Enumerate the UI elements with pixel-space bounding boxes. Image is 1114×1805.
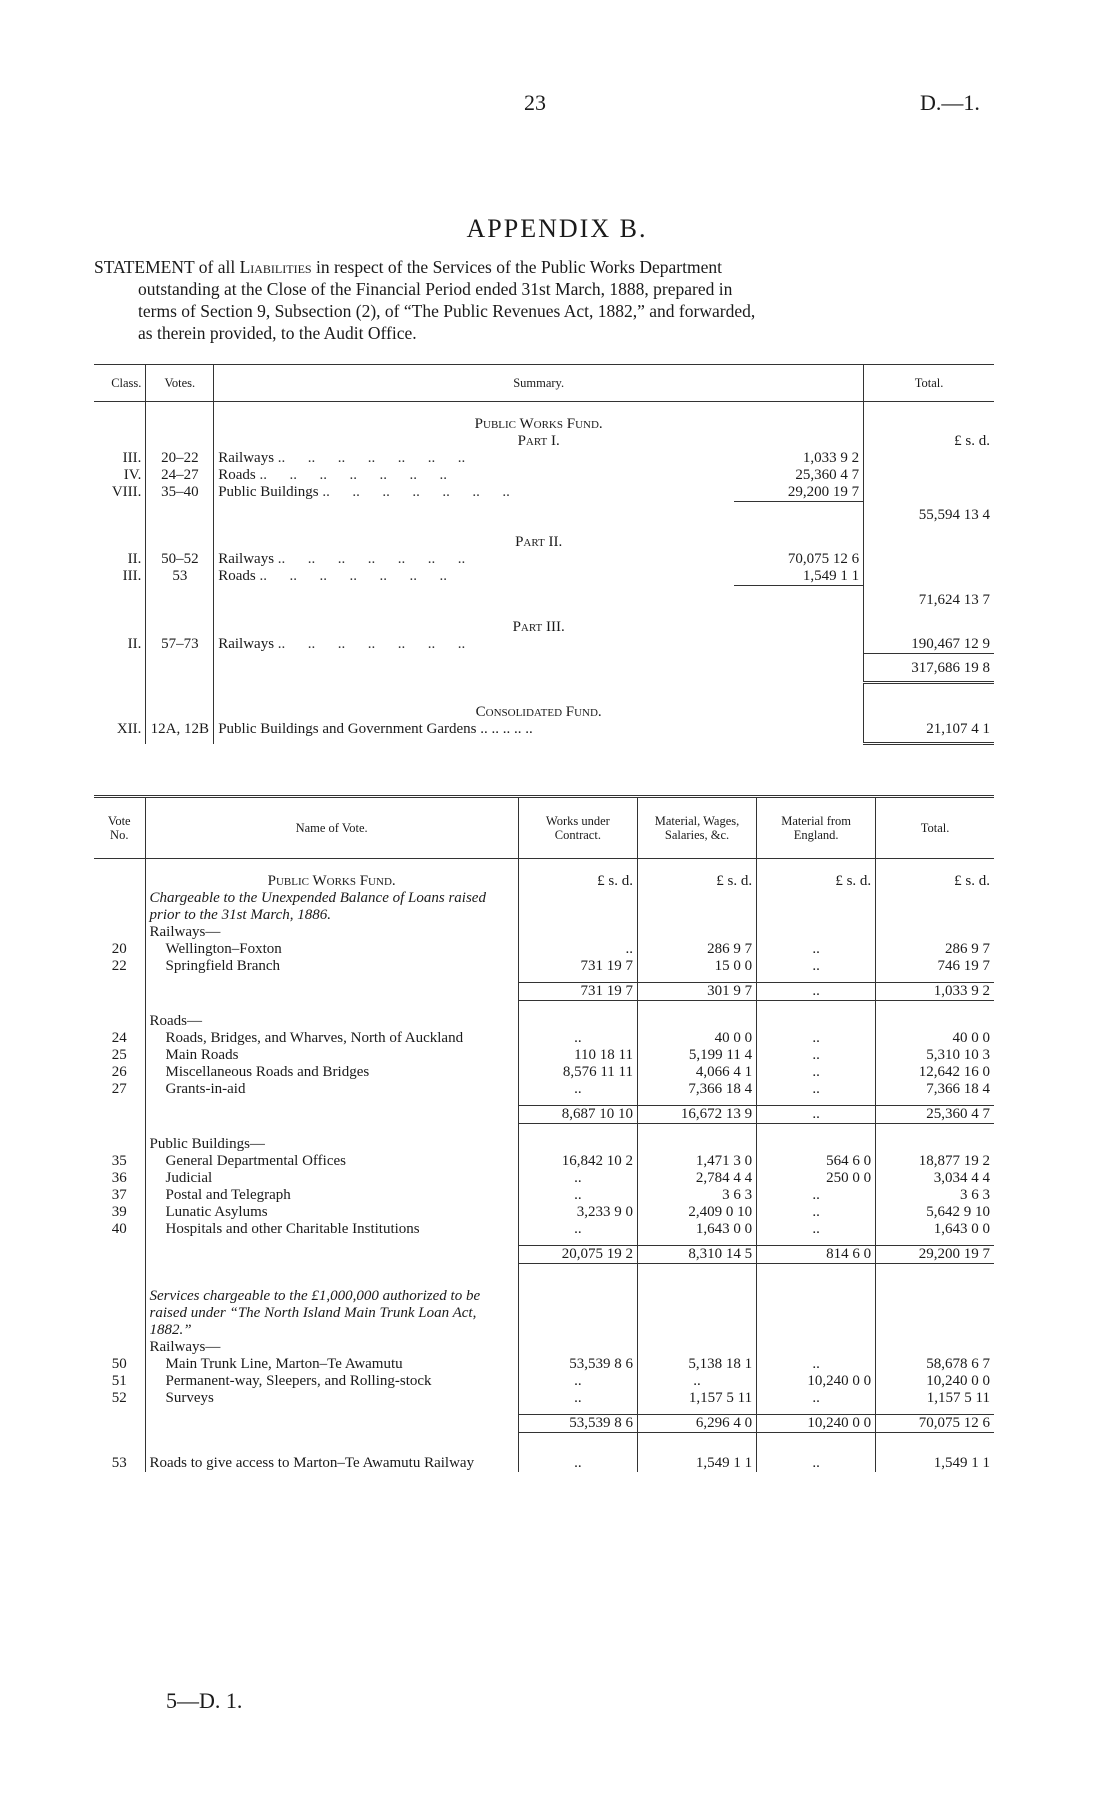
table-row: 26 Miscellaneous Roads and Bridges 8,576 11 11 4,066 4 1 .. 12,642 16 0 [94,1064,994,1081]
table-row: 22 Springfield Branch 731 19 7 15 0 0 .. 746 19 7 [94,958,994,975]
header-total: Total. [876,797,994,859]
summary-row: III. 53 Roads .. 1,549 1 1 [94,568,994,586]
table-row: 27 Grants-in-aid .. 7,366 18 4 .. 7,366 18 4 [94,1081,994,1098]
subtotal-row: 731 19 7 301 9 7 .. 1,033 9 2 [94,983,994,1001]
part-1-total: 55,594 13 4 [864,501,994,524]
header-summary: Summary. [214,365,864,402]
summary-row: VIII. 35–40 Public Buildings .. 29,200 19 7 [94,484,994,502]
header-total: Total. [864,365,994,402]
header-england: Material from England. [757,797,876,859]
statement-intro: STATEMENT of all Liabilities in respect of the Services of the Public Works Department outstanding at the Close of the Financial Period ended 31st March, 1888, prepared in terms of Section 9, Subsection (2), of “The Public Revenues Act, 1882,” and forwarded, as therein provided, to the Audit Office. [94,257,756,343]
summary-row: IV. 24–27 Roads .. 25,360 4 7 [94,467,994,484]
table-row: 36 Judicial .. 2,784 4 4 250 0 0 3,034 4 4 [94,1170,994,1187]
pwf-heading: Public Works Fund. [145,873,518,890]
table-row: 51 Permanent-way, Sleepers, and Rolling-stock .. .. 10,240 0 0 10,240 0 0 [94,1373,994,1390]
north-island-note: Services chargeable to the £1,000,000 authorized to be raised under “The North Island Main Trunk Loan Act, 1882.” [145,1288,518,1339]
table-row: 24 Roads, Bridges, and Wharves, North of Auckland .. 40 0 0 .. 40 0 0 [94,1030,994,1047]
header-class: Class. [94,365,146,402]
subtotal-row: 53,539 8 6 6,296 4 0 10,240 0 0 70,075 12 6 [94,1415,994,1433]
summary-row: III. 20–22 Railways .. 1,033 9 2 [94,450,994,467]
footer-reference: 5—D. 1. [166,1688,243,1713]
part-3-heading: Part III. [512,618,565,635]
header-name: Name of Vote. [145,797,518,859]
page-number: 23 [524,90,546,115]
detail-table: Vote No. Name of Vote. Works under Contract. Material, Wages, Salaries, &c. Material from England. Total. Public Works Fund. £ s. d. £ s. d. £ s. d. £ s. d. Chargeable to the Unexpended Balance of Loans raised prior to the 31st March, 1886. Railways— 20 Wellington–Foxton .. 286 9 7 .. 286 9 7 22 Springfield Branch 731 19 7 15 0 0 .. 746 19 7 731 19 7 301 9 7 .. 1,033 9 2 Roads— 24 Roads, Bridges, and Wharves, North of Auckland .. 40 0 0 .. 40 0 0 25 Main Roads 110 18 11 5,199 11 4 .. 5,310 10 3 26 Miscellaneous Roads and Bridges 8,576 11 11 4,066 4 1 .. 12,642 16 0 27 Grants-in-aid .. 7,366 18 4 .. 7,366 18 4 8,687 10 10 16,672 13 9 .. 25,360 4 7 Public Buildings— 35 General Departmental Offices 16,842 10 2 1,471 3 0 564 6 0 18,877 19 2 36 Judicial .. 2,784 4 4 250 0 0 3,034 4 4 37 Postal and Telegraph .. 3 6 3 .. 3 6 3 39 Lunatic Asylums 3,233 9 0 2,409 0 10 .. 5,642 9 10 40 Hospitals and other Charitable Institutions .. 1,643 0 0 .. 1,643 0 0 20,075 19 2 8,310 14 5 814 6 0 29,200 19 7 Services chargeable to the £1,000,000 authorized to be raised under “The North Island Main Trunk Loan Act, 1882.” Railways— 50 Main Trunk Line, Marton–Te Awamutu 53,539 8 6 5,138 18 1 .. 58,678 6 7 51 Permanent-way, Sleepers, and Rolling-stock .. .. 10,240 0 0 10,240 0 0 52 Surveys .. 1,157 5 11 .. 1,157 5 11 53,539 8 6 6,296 4 0 10,240 0 0 70,075 12 6 53 Roads to give access to Marton–Te Awamutu Railway .. 1,549 1 1 .. 1,549 1 1 [94,795,994,1472]
document-reference: D.—1. [920,90,980,115]
pwf-heading: Public Works Fund. [474,415,603,432]
cf-heading: Consolidated Fund. [475,704,602,720]
header-votes: Votes. [146,365,214,402]
header-works: Works under Contract. [518,797,637,859]
table-row: 53 Roads to give access to Marton–Te Awamutu Railway .. 1,549 1 1 .. 1,549 1 1 [94,1455,994,1472]
part-2-total: 71,624 13 7 [864,586,994,609]
chargeable-note: Chargeable to the Unexpended Balance of Loans raised prior to the 31st March, 1886. [145,890,518,924]
table-row: 50 Main Trunk Line, Marton–Te Awamutu 53,539 8 6 5,138 18 1 .. 58,678 6 7 [94,1356,994,1373]
table-row: 25 Main Roads 110 18 11 5,199 11 4 .. 5,310 10 3 [94,1047,994,1064]
table-row: 20 Wellington–Foxton .. 286 9 7 .. 286 9 7 [94,941,994,958]
table-row: 37 Postal and Telegraph .. 3 6 3 .. 3 6 3 [94,1187,994,1204]
subtotal-row: 20,075 19 2 8,310 14 5 814 6 0 29,200 19 7 [94,1246,994,1264]
summary-table [94,364,994,745]
table-row: 35 General Departmental Offices 16,842 10 2 1,471 3 0 564 6 0 18,877 19 2 [94,1153,994,1170]
part-2-heading: Part II. [515,534,563,550]
summary-row: II. 50–52 Railways .. 70,075 12 6 [94,551,994,568]
grand-total: 317,686 19 8 [864,653,994,682]
subtotal-row: 8,687 10 10 16,672 13 9 .. 25,360 4 7 [94,1106,994,1124]
currency-header: £ s. d. [864,433,994,450]
summary-row: XII. 12A, 12B Public Buildings and Government Gardens .. .. .. .. .. 21,107 4 1 [94,721,994,744]
part-1-heading: Part I. [517,432,560,449]
table-row: 39 Lunatic Asylums 3,233 9 0 2,409 0 10 .. 5,642 9 10 [94,1204,994,1221]
header-material: Material, Wages, Salaries, &c. [637,797,756,859]
appendix-title: APPENDIX B. [466,214,648,243]
summary-row: II. 57–73 Railways .. 190,467 12 9 [94,636,994,654]
table-row: 52 Surveys .. 1,157 5 11 .. 1,157 5 11 [94,1390,994,1407]
header-vote-no: Vote No. [94,797,145,859]
table-row: 40 Hospitals and other Charitable Institutions .. 1,643 0 0 .. 1,643 0 0 [94,1221,994,1238]
